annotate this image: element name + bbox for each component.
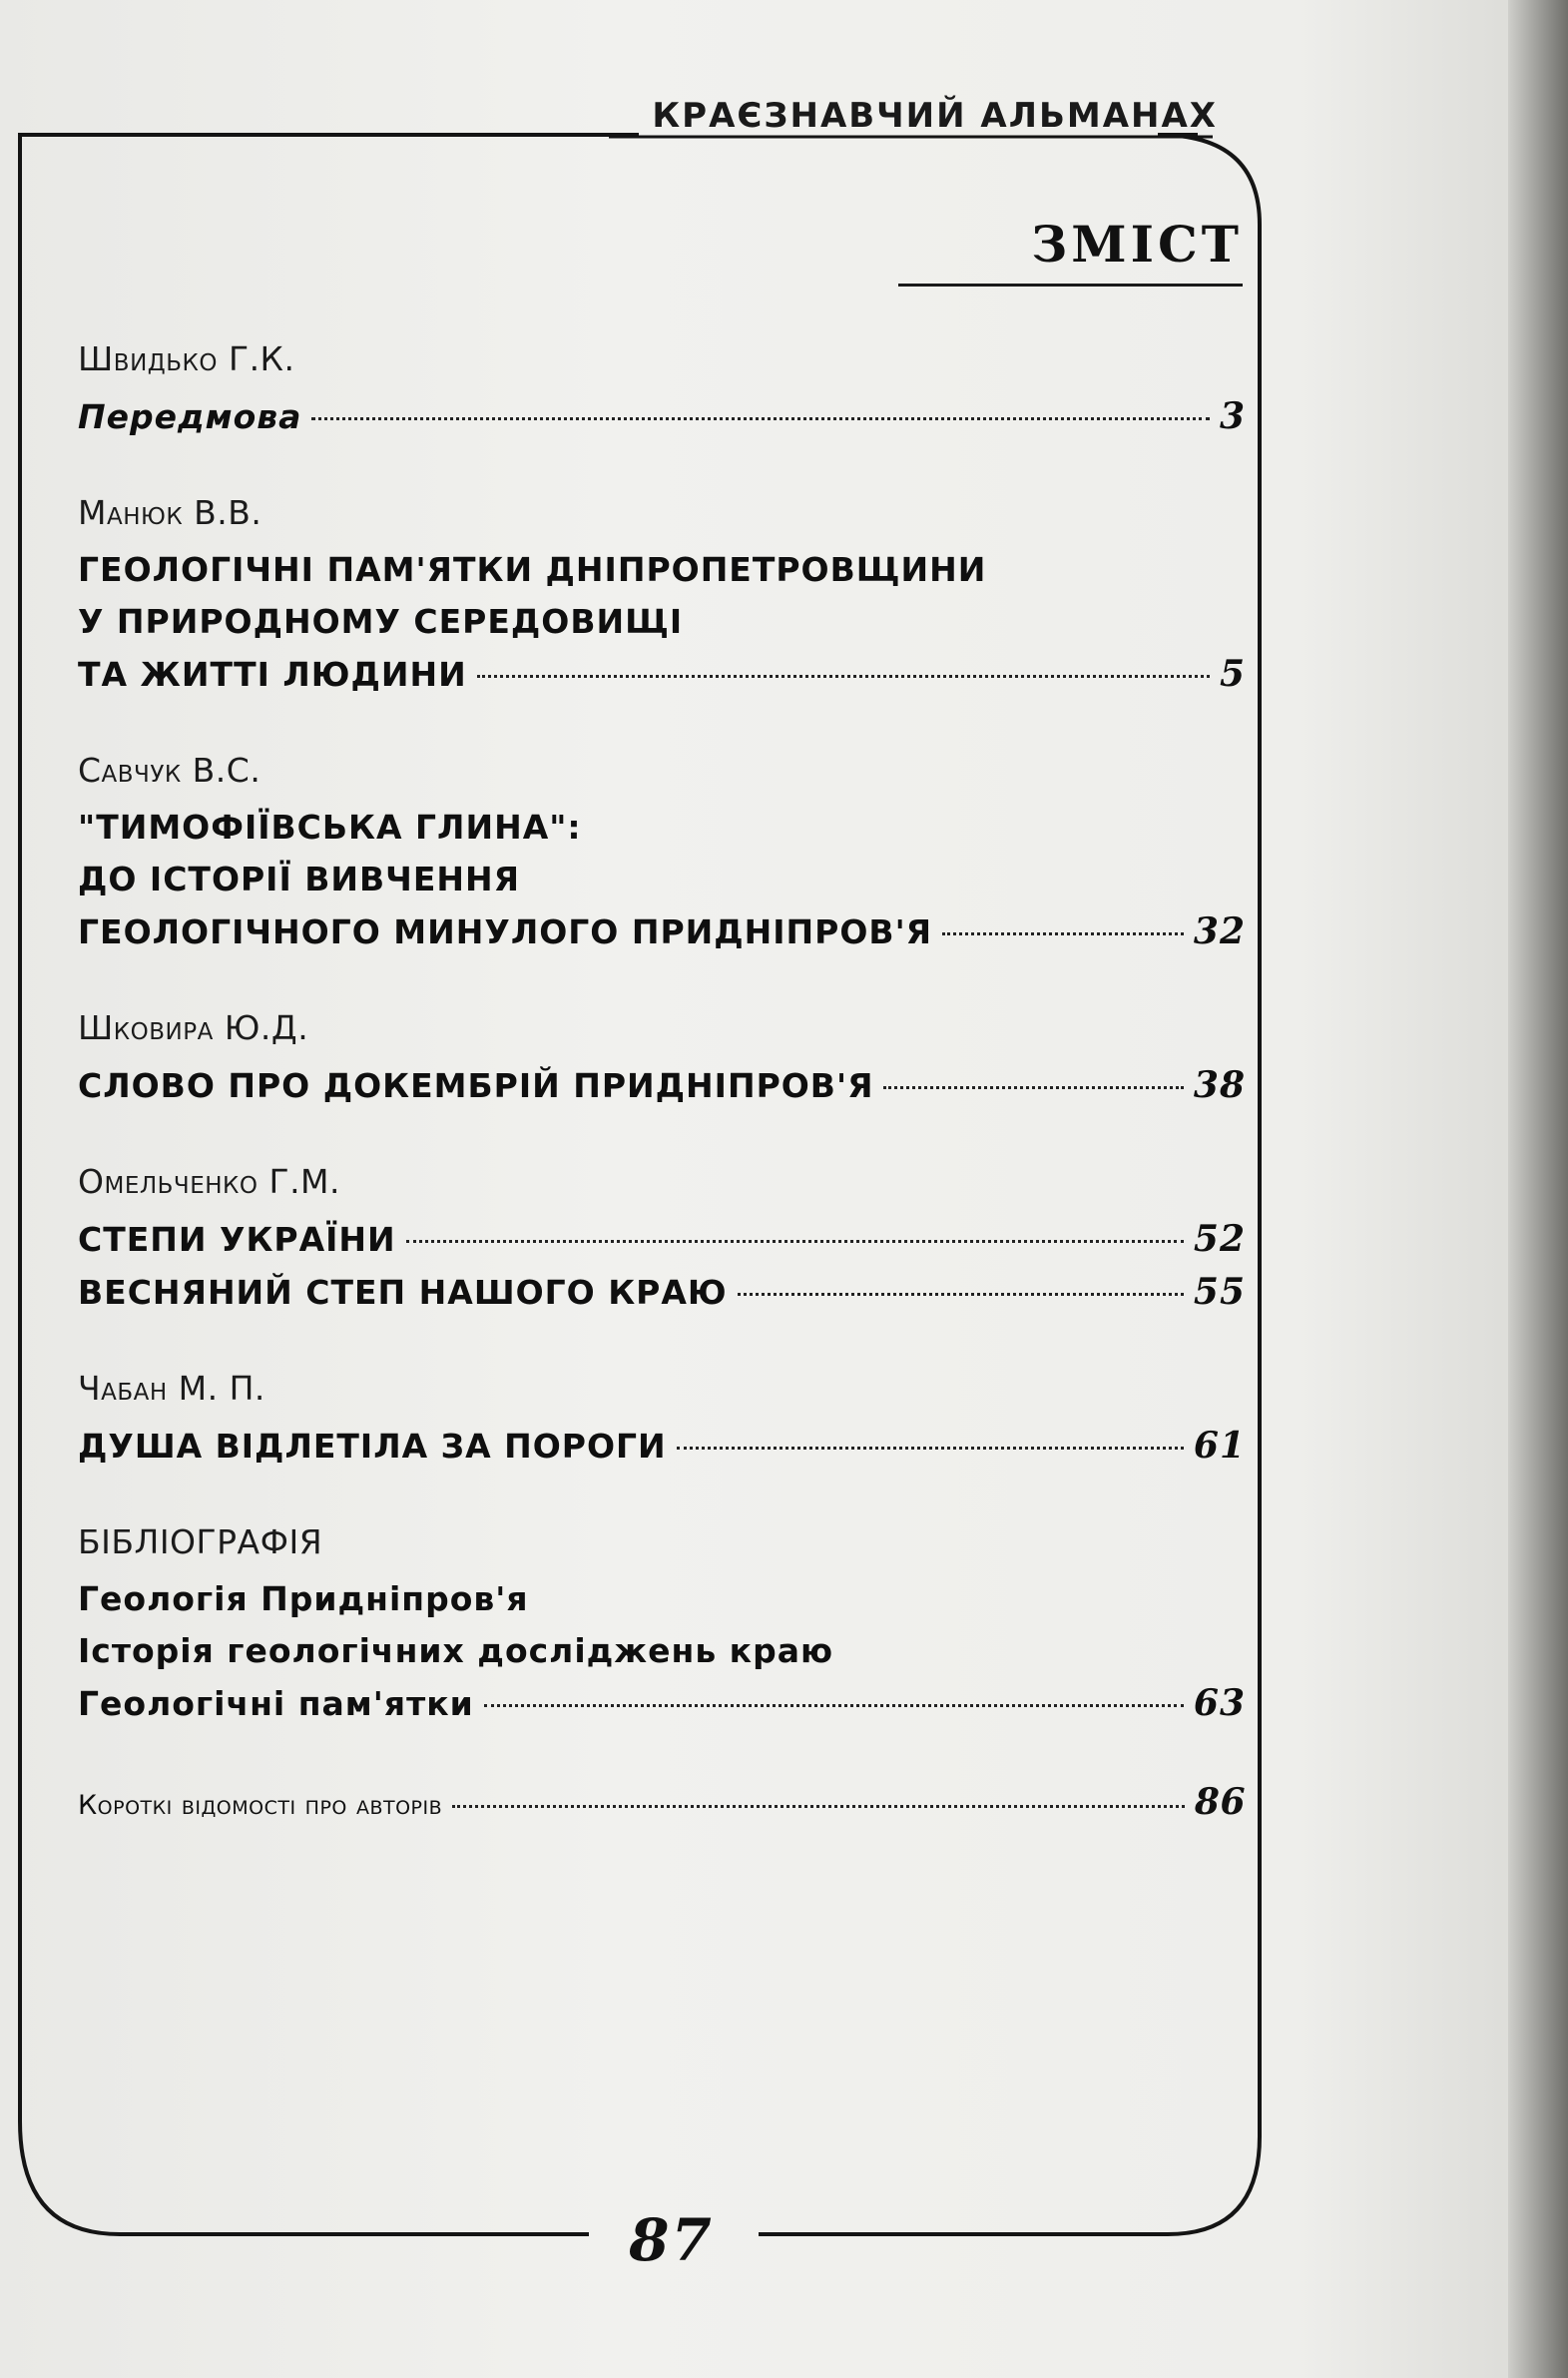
toc-title-line[interactable] [78,1573,1246,1625]
leader-dots [738,1293,1184,1296]
toc-title-text: СТЕПИ УКРАЇНИ [78,1220,396,1259]
toc-title-text: Геологія Придніпров'я [78,1579,529,1618]
leader-dots [484,1704,1184,1707]
toc-title-line[interactable] [78,1420,1246,1473]
toc-author: Швидько Г.К. [78,339,295,378]
toc-entry [78,1162,1246,1319]
toc-title-text: Геологічні пам'ятки [78,1684,474,1723]
toc-entry [78,1008,1246,1112]
toc-title-line[interactable] [78,1625,1246,1677]
toc-page-number: 5 [1219,653,1246,695]
toc-author: Савчук В.С. [78,751,261,790]
leader-dots [311,417,1209,420]
toc-title-text: "ТИМОФІЇВСЬКА ГЛИНА": [78,808,582,847]
almanac-title: КРАЄЗНАВЧИЙ АЛЬМАНАХ [652,96,1218,136]
toc-author: Шковира Ю.Д. [78,1008,309,1047]
toc-page-number: 32 [1193,910,1246,952]
contents-heading-rule [898,284,1243,287]
leader-dots [452,1805,1185,1808]
toc-title-text: СЛОВО ПРО ДОКЕМБРІЙ ПРИДНІПРОВ'Я [78,1066,874,1105]
toc-title-text: ДО ІСТОРІЇ ВИВЧЕННЯ [78,860,521,898]
toc-title-line[interactable] [78,596,1246,648]
leader-dots [883,1086,1183,1089]
toc-title-text: У ПРИРОДНОМУ СЕРЕДОВИЩІ [78,602,684,641]
toc-page-number: 38 [1193,1064,1246,1106]
toc-title-line[interactable] [78,1677,1246,1730]
toc-entry [78,339,1246,443]
toc-title-line[interactable] [78,854,1246,905]
toc-author: Омельченко Г.М. [78,1162,341,1201]
toc-authors-note[interactable] [78,1780,1246,1828]
toc-title-line[interactable] [78,802,1246,854]
toc-entry [78,1369,1246,1473]
toc-author: Чабан М. П. [78,1369,265,1408]
toc-entry [78,493,1246,701]
leader-dots [942,932,1184,935]
toc-title-text: Передмова [78,397,302,436]
toc-page-number: 52 [1193,1218,1246,1260]
toc-title-line[interactable] [78,1266,1246,1319]
toc-page-number: 86 [1194,1781,1246,1823]
toc-title-text: ТА ЖИТТІ ЛЮДИНИ [78,655,467,694]
table-of-contents [78,339,1246,1828]
toc-title-line[interactable] [78,905,1246,958]
toc-title-text: Короткі відомості про авторів [78,1790,443,1821]
toc-page-number: 55 [1193,1271,1246,1313]
toc-author: Манюк В.В. [78,493,262,532]
contents-heading: ЗМІСТ [1031,215,1243,274]
page-number: 87 [629,2206,714,2274]
leader-dots [677,1447,1184,1450]
toc-page-number: 61 [1193,1425,1246,1467]
leader-dots [406,1240,1184,1243]
toc-title-line[interactable] [78,544,1246,596]
toc-entry [78,1522,1246,1730]
toc-title-text: ГЕОЛОГІЧНІ ПАМ'ЯТКИ ДНІПРОПЕТРОВЩИНИ [78,550,987,589]
toc-title-text: Історія геологічних досліджень краю [78,1631,834,1670]
leader-dots [477,675,1210,678]
toc-title-text: ГЕОЛОГІЧНОГО МИНУЛОГО ПРИДНІПРОВ'Я [78,912,933,951]
toc-title-line[interactable] [78,390,1246,443]
toc-title-line[interactable] [78,648,1246,701]
toc-entry [78,751,1246,958]
toc-title-text: ДУША ВІДЛЕТІЛА ЗА ПОРОГИ [78,1427,667,1466]
toc-title-line[interactable] [78,1059,1246,1112]
toc-page-number: 63 [1193,1682,1246,1724]
toc-title-line[interactable] [78,1213,1246,1266]
toc-title-text: ВЕСНЯНИЙ СТЕП НАШОГО КРАЮ [78,1273,728,1312]
toc-section-heading: БІБЛІОГРАФІЯ [78,1522,323,1561]
toc-page-number: 3 [1219,395,1246,437]
